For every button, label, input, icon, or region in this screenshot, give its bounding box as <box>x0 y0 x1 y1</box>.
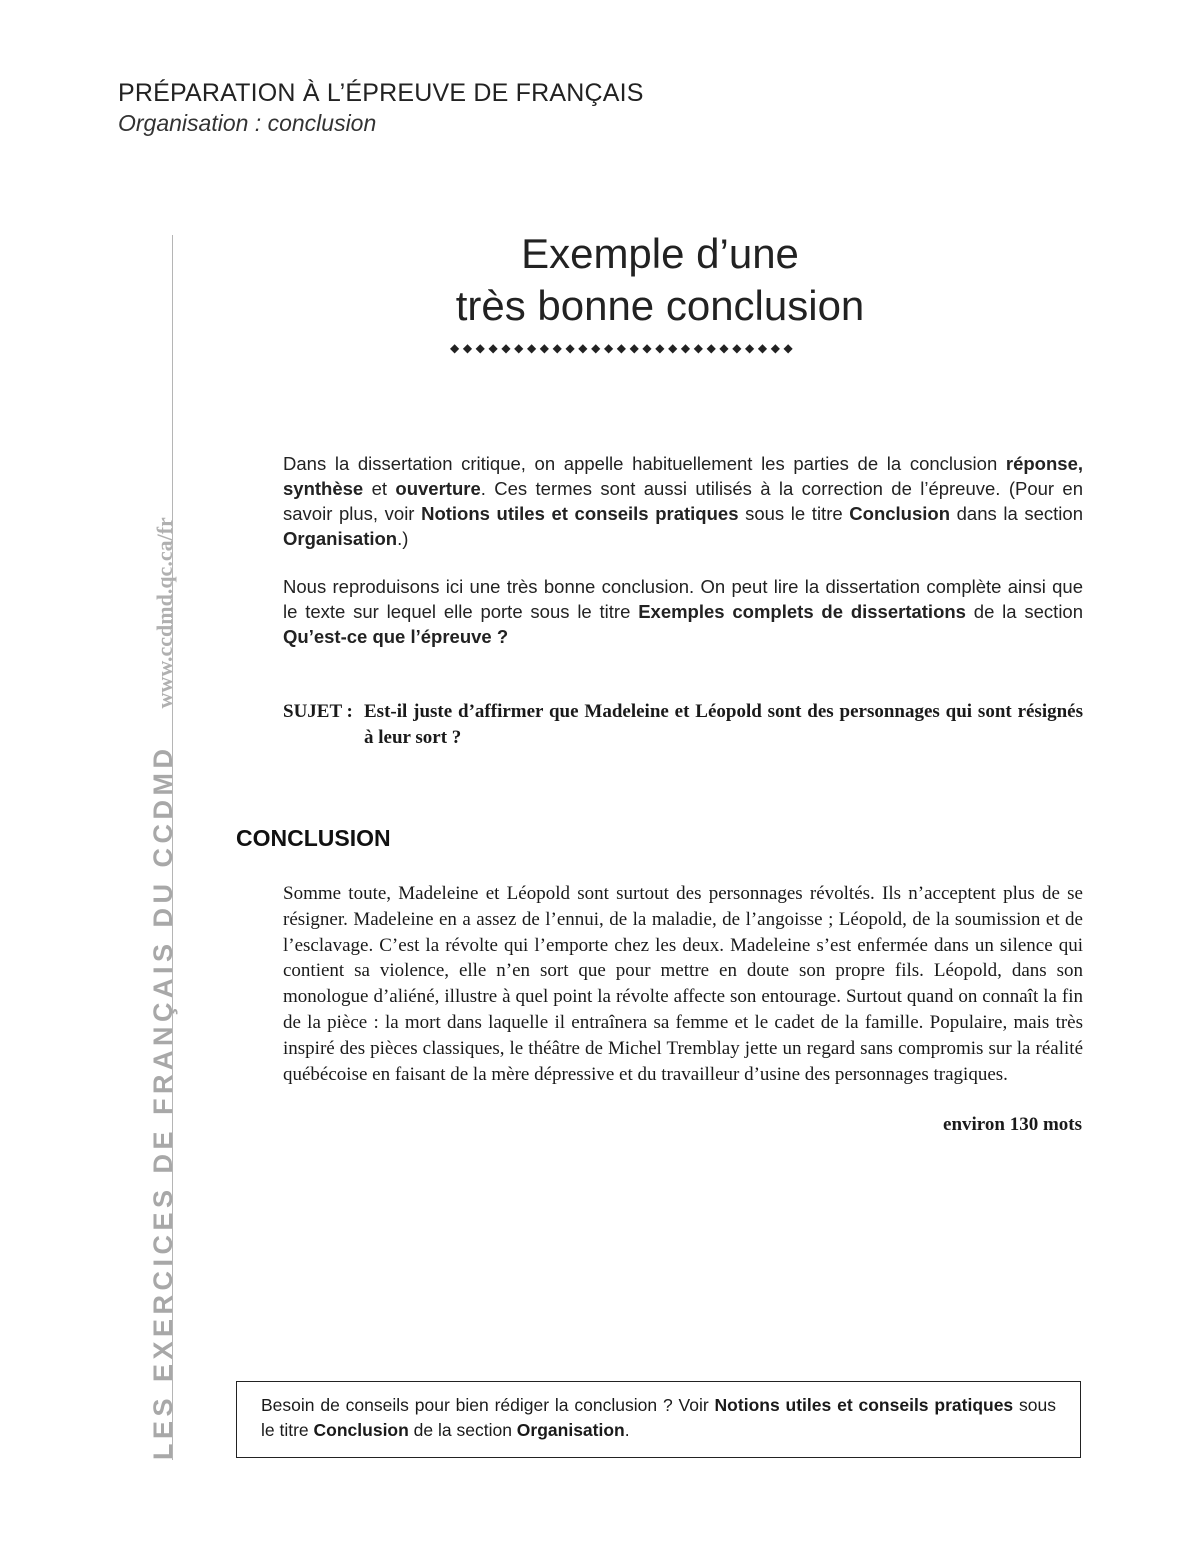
text-run: et <box>363 478 396 499</box>
ref-notions-utiles: Notions utiles et conseils pratiques <box>714 1395 1014 1415</box>
text-run: Dans la dissertation critique, on appelle habituellement les parties de la conclusion <box>283 453 1006 474</box>
ref-organisation: Organisation <box>516 1420 625 1440</box>
text-run: . <box>624 1420 630 1440</box>
term-reponse-synthese: réponse, synthèse <box>283 453 1083 499</box>
title-ornament: ◆◆◆◆◆◆◆◆◆◆◆◆◆◆◆◆◆◆◆◆◆◆◆◆◆◆◆ <box>450 341 797 355</box>
text-run: de la section <box>965 601 1084 622</box>
advice-note-text <box>261 1393 1056 1443</box>
text-run: sous le titre <box>261 1395 1056 1440</box>
ref-notions-utiles: Notions utiles et conseils pratiques <box>421 503 739 524</box>
subject-text: Est-il juste d’affirmer que Madeleine et Léopold sont des personnages qui sont résignés à leur sort ? <box>364 701 1083 748</box>
ref-exemples-complets: Exemples complets de dissertations <box>638 601 966 622</box>
text-run: de la section <box>408 1420 517 1440</box>
term-ouverture: ouverture <box>395 478 481 499</box>
subject-label: SUJET : <box>283 701 353 722</box>
ref-quest-ce-que-lepreuve: Qu’est-ce que l’épreuve ? <box>283 626 509 647</box>
conclusion-body: Somme toute, Madeleine et Léopold sont surtout des personnages révoltés. Ils n’acceptent plus de se résigner. Madeleine en a assez de l’ennui, de la maladie, de l’angoisse ; Léopold, de la soumission et de l’esclavage. C’est la révolte qui l’emporte chez les deux. Madeleine s’est enfermée dans un silence qui contient sa violence, elle n’en sort que pour mettre en doute son propre fils. Léopold, dans son monologue d’aliéné, illustre à quel point la révolte affecte son entourage. Surtout quand on connaît la fin de la pièce : la mort dans laquelle il entraînera sa femme et le cadet de la famille. Populaire, mais très inspiré des pièces classiques, le théâtre de Michel Tremblay jette un regard sans compromis sur la réalité québécoise en faisant de la mère dépressive et du travailleur d’usine des personnages tragiques. <box>283 883 1083 1085</box>
ref-conclusion: Conclusion <box>849 503 951 524</box>
text-run: Besoin de conseils pour bien rédiger la conclusion ? Voir <box>261 1395 715 1415</box>
subject-block <box>283 699 1083 751</box>
text-run: .) <box>397 528 409 549</box>
text-run: . Ces termes sont aussi utilisés à la correction de l’épreuve. (Pour en savoir plus, voir <box>283 478 1084 524</box>
text-run: sous le titre <box>738 503 850 524</box>
intro-paragraph-1 <box>283 451 1083 551</box>
series-name: LES EXERCICES DE FRANÇAIS DU CCDMD <box>148 744 178 1460</box>
text-run: dans la section <box>950 503 1083 524</box>
ref-conclusion: Conclusion <box>313 1420 409 1440</box>
title-line-2: très bonne conclusion <box>455 282 865 329</box>
word-count: environ 130 mots <box>943 1114 1082 1135</box>
header-subtitle: Organisation : conclusion <box>118 110 377 136</box>
header-title: PRÉPARATION À L’ÉPREUVE DE FRANÇAIS <box>118 79 644 107</box>
advice-note-box <box>236 1381 1081 1458</box>
page-header <box>118 78 644 138</box>
ref-organisation: Organisation <box>283 528 398 549</box>
text-run: Nous reproduisons ici une très bonne conclusion. On peut lire la dissertation complète ainsi que le texte sur lequel elle porte sous le titre <box>283 576 1083 622</box>
page-title <box>330 228 990 332</box>
conclusion-heading: CONCLUSION <box>236 825 391 851</box>
sidebar-branding <box>148 517 179 1460</box>
title-line-1: Exemple d’une <box>521 230 799 277</box>
intro-paragraph-2 <box>283 574 1083 649</box>
site-url: www.ccdmd.qc.ca/fr <box>152 517 177 709</box>
